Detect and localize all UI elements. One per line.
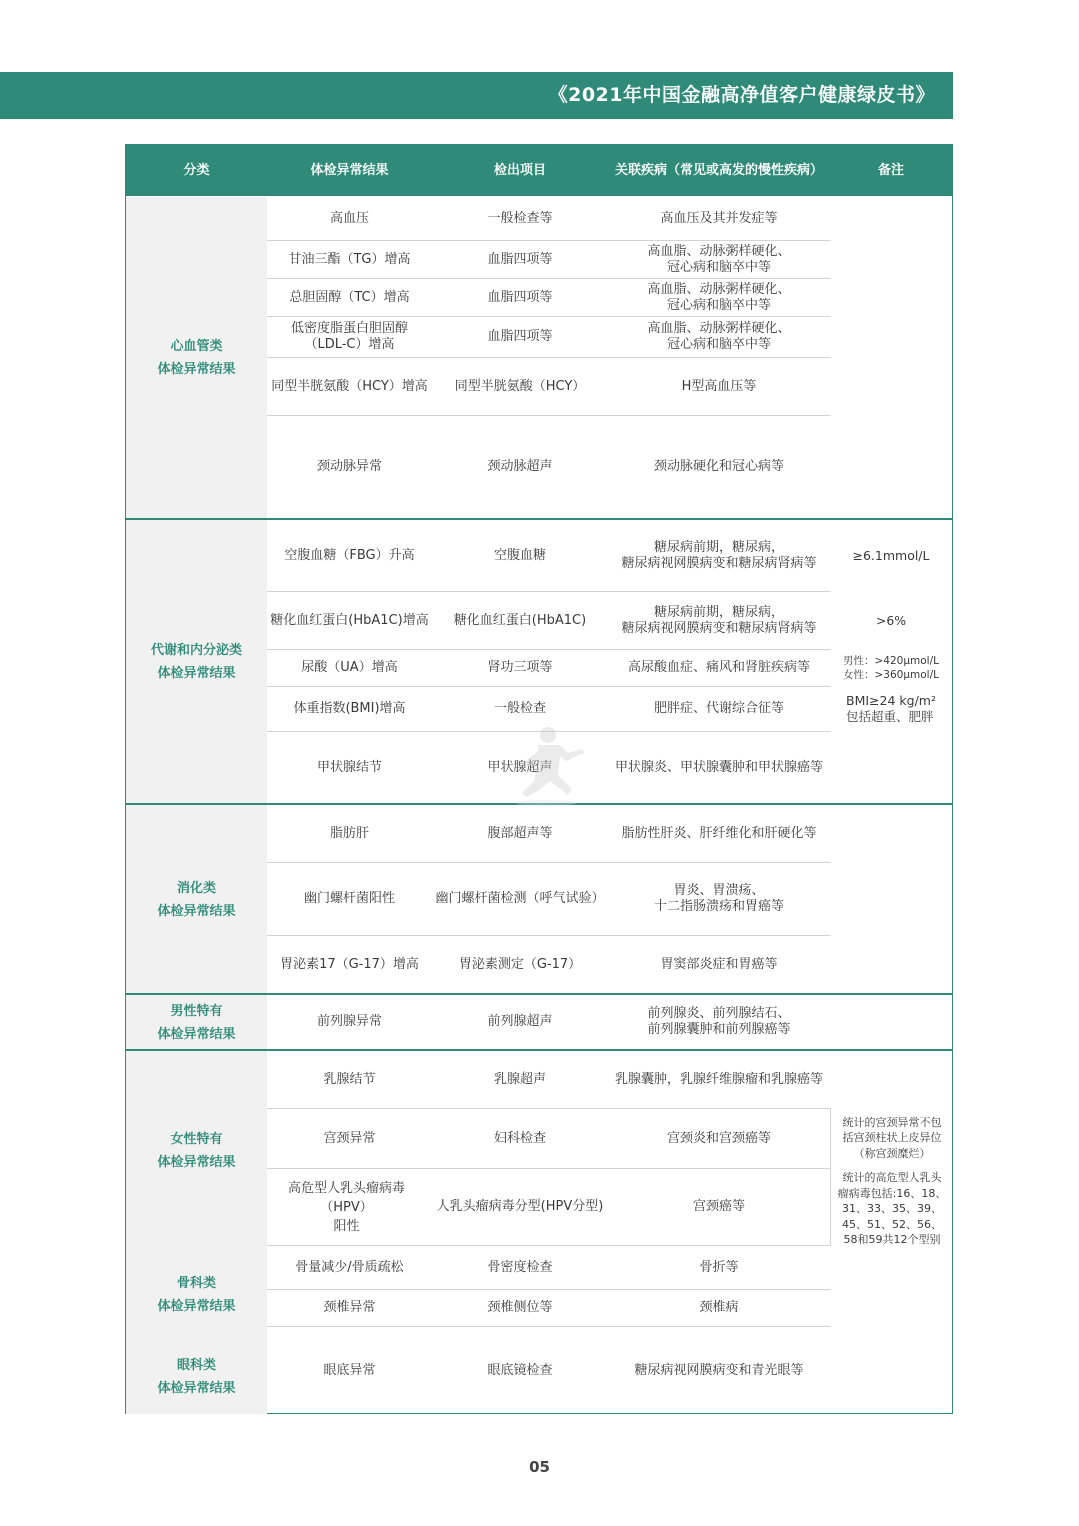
cell-result: 颈动脉异常	[316, 459, 382, 474]
cell-disease: 胃炎、胃溃疡、 十二指肠溃疡和胃癌等	[653, 883, 784, 914]
cell-result: 低密度脂蛋白胆固醇 （LDL-C）增高	[290, 321, 408, 352]
category-bone: 骨科类 体检异常结果	[157, 1276, 236, 1314]
cell-item: 眼底镜检查	[487, 1362, 553, 1378]
cell-item: 人乳头瘤病毒分型(HPV分型)	[436, 1199, 604, 1214]
cell-disease: 颈动脉硬化和冠心病等	[653, 459, 784, 474]
cell-item: 一般检查等	[487, 210, 553, 226]
cell-disease: 宫颈炎和宫颈癌等	[666, 1130, 771, 1146]
cell-note: 统计的高危型人乳头 瘤病毒包括:16、18、 31、33、35、39、 45、51、52、56、 58和59共12个型别	[837, 1171, 947, 1247]
col-header-note: 备注	[877, 163, 904, 178]
cell-disease: 肥胖症、代谢综合征等	[653, 701, 784, 716]
cell-disease: 胃窦部炎症和胃癌等	[660, 956, 778, 972]
cell-disease: 脂肪性肝炎、肝纤维化和肝硬化等	[621, 825, 817, 841]
category-eye: 眼科类 体检异常结果	[157, 1358, 236, 1396]
col-header-category: 分类	[183, 163, 210, 178]
cell-item: 幽门螺杆菌检测（呼气试验）	[435, 891, 605, 906]
cell-item: 血脂四项等	[487, 251, 553, 267]
cell-result: 尿酸（UA）增高	[301, 660, 398, 675]
cell-disease: 糖尿病视网膜病变和青光眼等	[634, 1362, 804, 1378]
note-divider	[830, 1108, 831, 1245]
cell-disease: 甲状腺炎、甲状腺囊肿和甲状腺癌等	[614, 759, 823, 775]
cell-note: >6%	[875, 612, 907, 628]
cell-result: 胃泌素17（G-17）增高	[280, 956, 419, 972]
cell-note: 男性：>420μmol/L 女性：>360μmol/L	[843, 655, 939, 681]
cell-result: 总胆固醇（TC）增高	[289, 289, 410, 305]
cell-item: 胃泌素测定（G-17）	[458, 956, 582, 972]
cell-result: 空腹血糖（FBG）升高	[284, 547, 415, 563]
cell-disease: 高血脂、动脉粥样硬化、 冠心病和脑卒中等	[647, 321, 791, 352]
cell-item: 空腹血糖	[493, 547, 546, 563]
cell-item: 颈动脉超声	[487, 459, 553, 474]
cell-disease: 高尿酸血症、痛风和肾脏疾病等	[627, 660, 810, 675]
category-female: 女性特有 体检异常结果	[157, 1132, 236, 1170]
cell-item: 甲状腺超声	[487, 759, 553, 775]
cell-item: 肾功三项等	[487, 660, 553, 675]
category-cardio: 心血管类 体检异常结果	[157, 338, 236, 377]
cell-result: 乳腺结节	[323, 1071, 376, 1087]
cell-result: 前列腺异常	[316, 1014, 382, 1029]
cell-disease: 高血脂、动脉粥样硬化、 冠心病和脑卒中等	[647, 281, 791, 313]
col-header-disease: 关联疾病（常见或高发的慢性疾病）	[614, 163, 823, 178]
cell-disease: 糖尿病前期，糖尿病， 糖尿病视网膜病变和糖尿病肾病等	[621, 604, 817, 636]
cell-disease: 颈椎病	[699, 1300, 739, 1315]
cell-item: 妇科检查	[493, 1130, 546, 1146]
cell-result: 颈椎异常	[323, 1300, 376, 1315]
cell-result: 体重指数(BMI)增高	[293, 701, 406, 716]
health-abnormal-results-table	[125, 144, 953, 1414]
cell-disease: 宫颈癌等	[692, 1199, 745, 1214]
cell-item: 腹部超声等	[487, 825, 553, 841]
cell-item: 血脂四项等	[487, 289, 553, 305]
cell-item: 乳腺超声	[493, 1071, 546, 1087]
cell-result: 脂肪肝	[329, 825, 369, 841]
cell-result: 幽门螺杆菌阳性	[303, 891, 395, 906]
cell-disease: 前列腺炎、前列腺结石、 前列腺囊肿和前列腺癌等	[647, 1006, 791, 1037]
category-male: 男性特有 体检异常结果	[157, 1003, 236, 1042]
table-header	[126, 145, 952, 196]
cell-item: 糖化血红蛋白(HbA1C)	[453, 612, 587, 628]
cell-result: 高危型人乳头瘤病毒（HPV） 阳性	[287, 1180, 405, 1234]
cell-result: 甲状腺结节	[316, 759, 382, 775]
cell-item: 前列腺超声	[487, 1014, 553, 1029]
cell-result: 糖化血红蛋白(HbA1C)增高	[270, 612, 429, 628]
cell-result: 骨量减少/骨质疏松	[295, 1259, 404, 1275]
cell-result: 高血压	[329, 210, 369, 226]
cell-item: 颈椎侧位等	[487, 1300, 553, 1315]
cell-result: 宫颈异常	[323, 1130, 376, 1146]
col-header-result: 体检异常结果	[310, 163, 389, 178]
category-digestive: 消化类 体检异常结果	[157, 880, 236, 919]
cell-disease: H型高血压等	[681, 378, 757, 394]
cell-item: 同型半胱氨酸（HCY）	[454, 378, 586, 394]
cell-result: 眼底异常	[323, 1362, 376, 1378]
page-number: 05	[529, 1458, 550, 1476]
header-banner	[0, 72, 953, 119]
cell-note: BMI≥24 kg/m² 包括超重、肥胖	[846, 693, 936, 724]
cell-note: ≥6.1mmol/L	[852, 547, 930, 563]
cell-disease: 高血脂、动脉粥样硬化、 冠心病和脑卒中等	[647, 243, 791, 275]
cell-item: 血脂四项等	[487, 329, 553, 344]
cell-item: 一般检查	[493, 701, 546, 716]
cell-note: 统计的宫颈异常不包 括宫颈柱状上皮异位 （称宫颈糜烂）	[842, 1115, 942, 1160]
cell-disease: 糖尿病前期，糖尿病， 糖尿病视网膜病变和糖尿病肾病等	[621, 539, 817, 571]
runner-watermark-icon	[498, 723, 588, 808]
cell-disease: 乳腺囊肿，乳腺纤维腺瘤和乳腺癌等	[614, 1071, 823, 1087]
category-metabolic: 代谢和内分泌类 体检异常结果	[150, 642, 242, 681]
col-header-item: 检出项目	[493, 163, 546, 178]
cell-result: 同型半胱氨酸（HCY）增高	[271, 378, 428, 394]
cell-disease: 高血压及其并发症等	[660, 210, 778, 226]
cell-result: 甘油三酯（TG）增高	[288, 251, 411, 267]
report-title: 《2021年中国金融高净值客户健康绿皮书》	[548, 84, 935, 106]
cell-disease: 骨折等	[699, 1259, 739, 1275]
cell-item: 骨密度检查	[487, 1259, 553, 1275]
